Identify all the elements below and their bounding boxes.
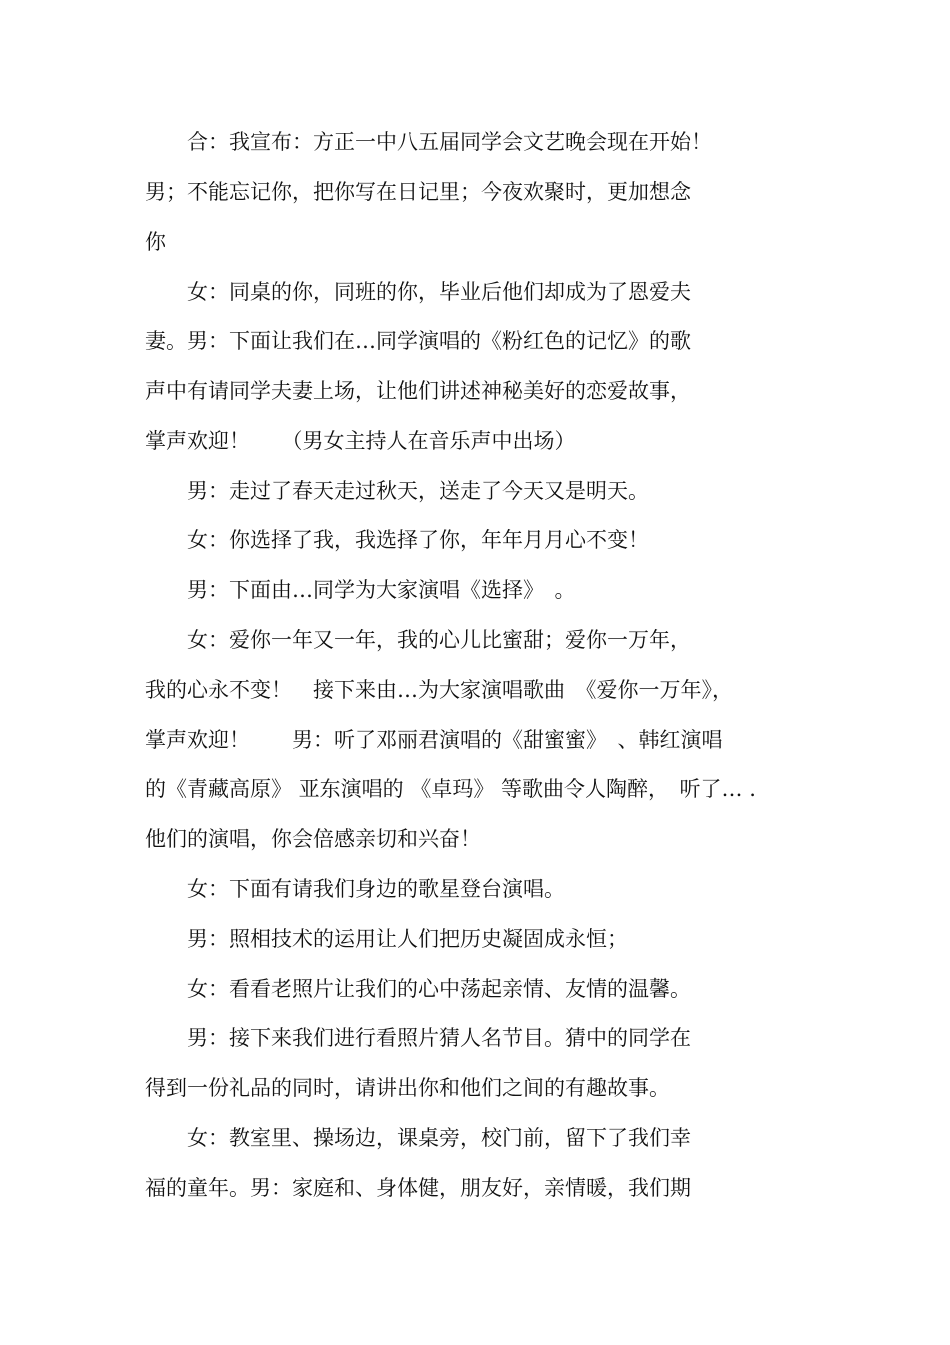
text-line: 女：看看老照片让我们的心中荡起亲情、友情的温馨。 — [145, 977, 691, 1001]
text-line: 他们的演唱，你会倍感亲切和兴奋！ — [145, 827, 481, 851]
text-line: 女：同桌的你，同班的你，毕业后他们却成为了恩爱夫 — [145, 280, 691, 304]
text-line: 女：爱你一年又一年，我的心儿比蜜甜；爱你一万年， — [145, 628, 691, 652]
text-line: 合：我宣布：方正一中八五届同学会文艺晚会现在开始！ — [145, 130, 712, 154]
text-line: 你 — [145, 230, 166, 254]
text-line: 掌声欢迎！ （男女主持人在音乐声中出场） — [145, 429, 576, 453]
text-line: 女：下面有请我们身边的歌星登台演唱。 — [145, 877, 565, 901]
text-line: 声中有请同学夫妻上场，让他们讲述神秘美好的恋爱故事， — [145, 379, 691, 403]
text-line: 男；不能忘记你，把你写在日记里；今夜欢聚时，更加想念 — [145, 180, 691, 204]
text-line: 福的童年。男：家庭和、身体健，朋友好，亲情暖，我们期 — [145, 1176, 691, 1200]
text-line: 妻。男：下面让我们在…同学演唱的《粉红色的记忆》的歌 — [145, 329, 691, 353]
text-line: 掌声欢迎！ 男：听了邓丽君演唱的《甜蜜蜜》 、韩红演唱 — [145, 728, 723, 752]
text-line: 的《青藏高原》 亚东演唱的 《卓玛》 等歌曲令人陶醉， 听了… . — [145, 777, 756, 801]
text-line: 女：你选择了我，我选择了你，年年月月心不变！ — [145, 528, 649, 552]
text-line: 得到一份礼品的同时，请讲出你和他们之间的有趣故事。 — [145, 1076, 670, 1100]
text-line: 女：教室里、操场边，课桌旁，校门前，留下了我们幸 — [145, 1126, 691, 1150]
text-line: 男：接下来我们进行看照片猜人名节目。猜中的同学在 — [145, 1026, 691, 1050]
text-line: 男：下面由…同学为大家演唱《选择》 。 — [145, 578, 576, 602]
text-line: 男：照相技术的运用让人们把历史凝固成永恒； — [145, 927, 628, 951]
text-line: 男：走过了春天走过秋天，送走了今天又是明天。 — [145, 479, 649, 503]
text-line: 我的心永不变！ 接下来由…为大家演唱歌曲 《爱你一万年》， — [145, 678, 733, 702]
